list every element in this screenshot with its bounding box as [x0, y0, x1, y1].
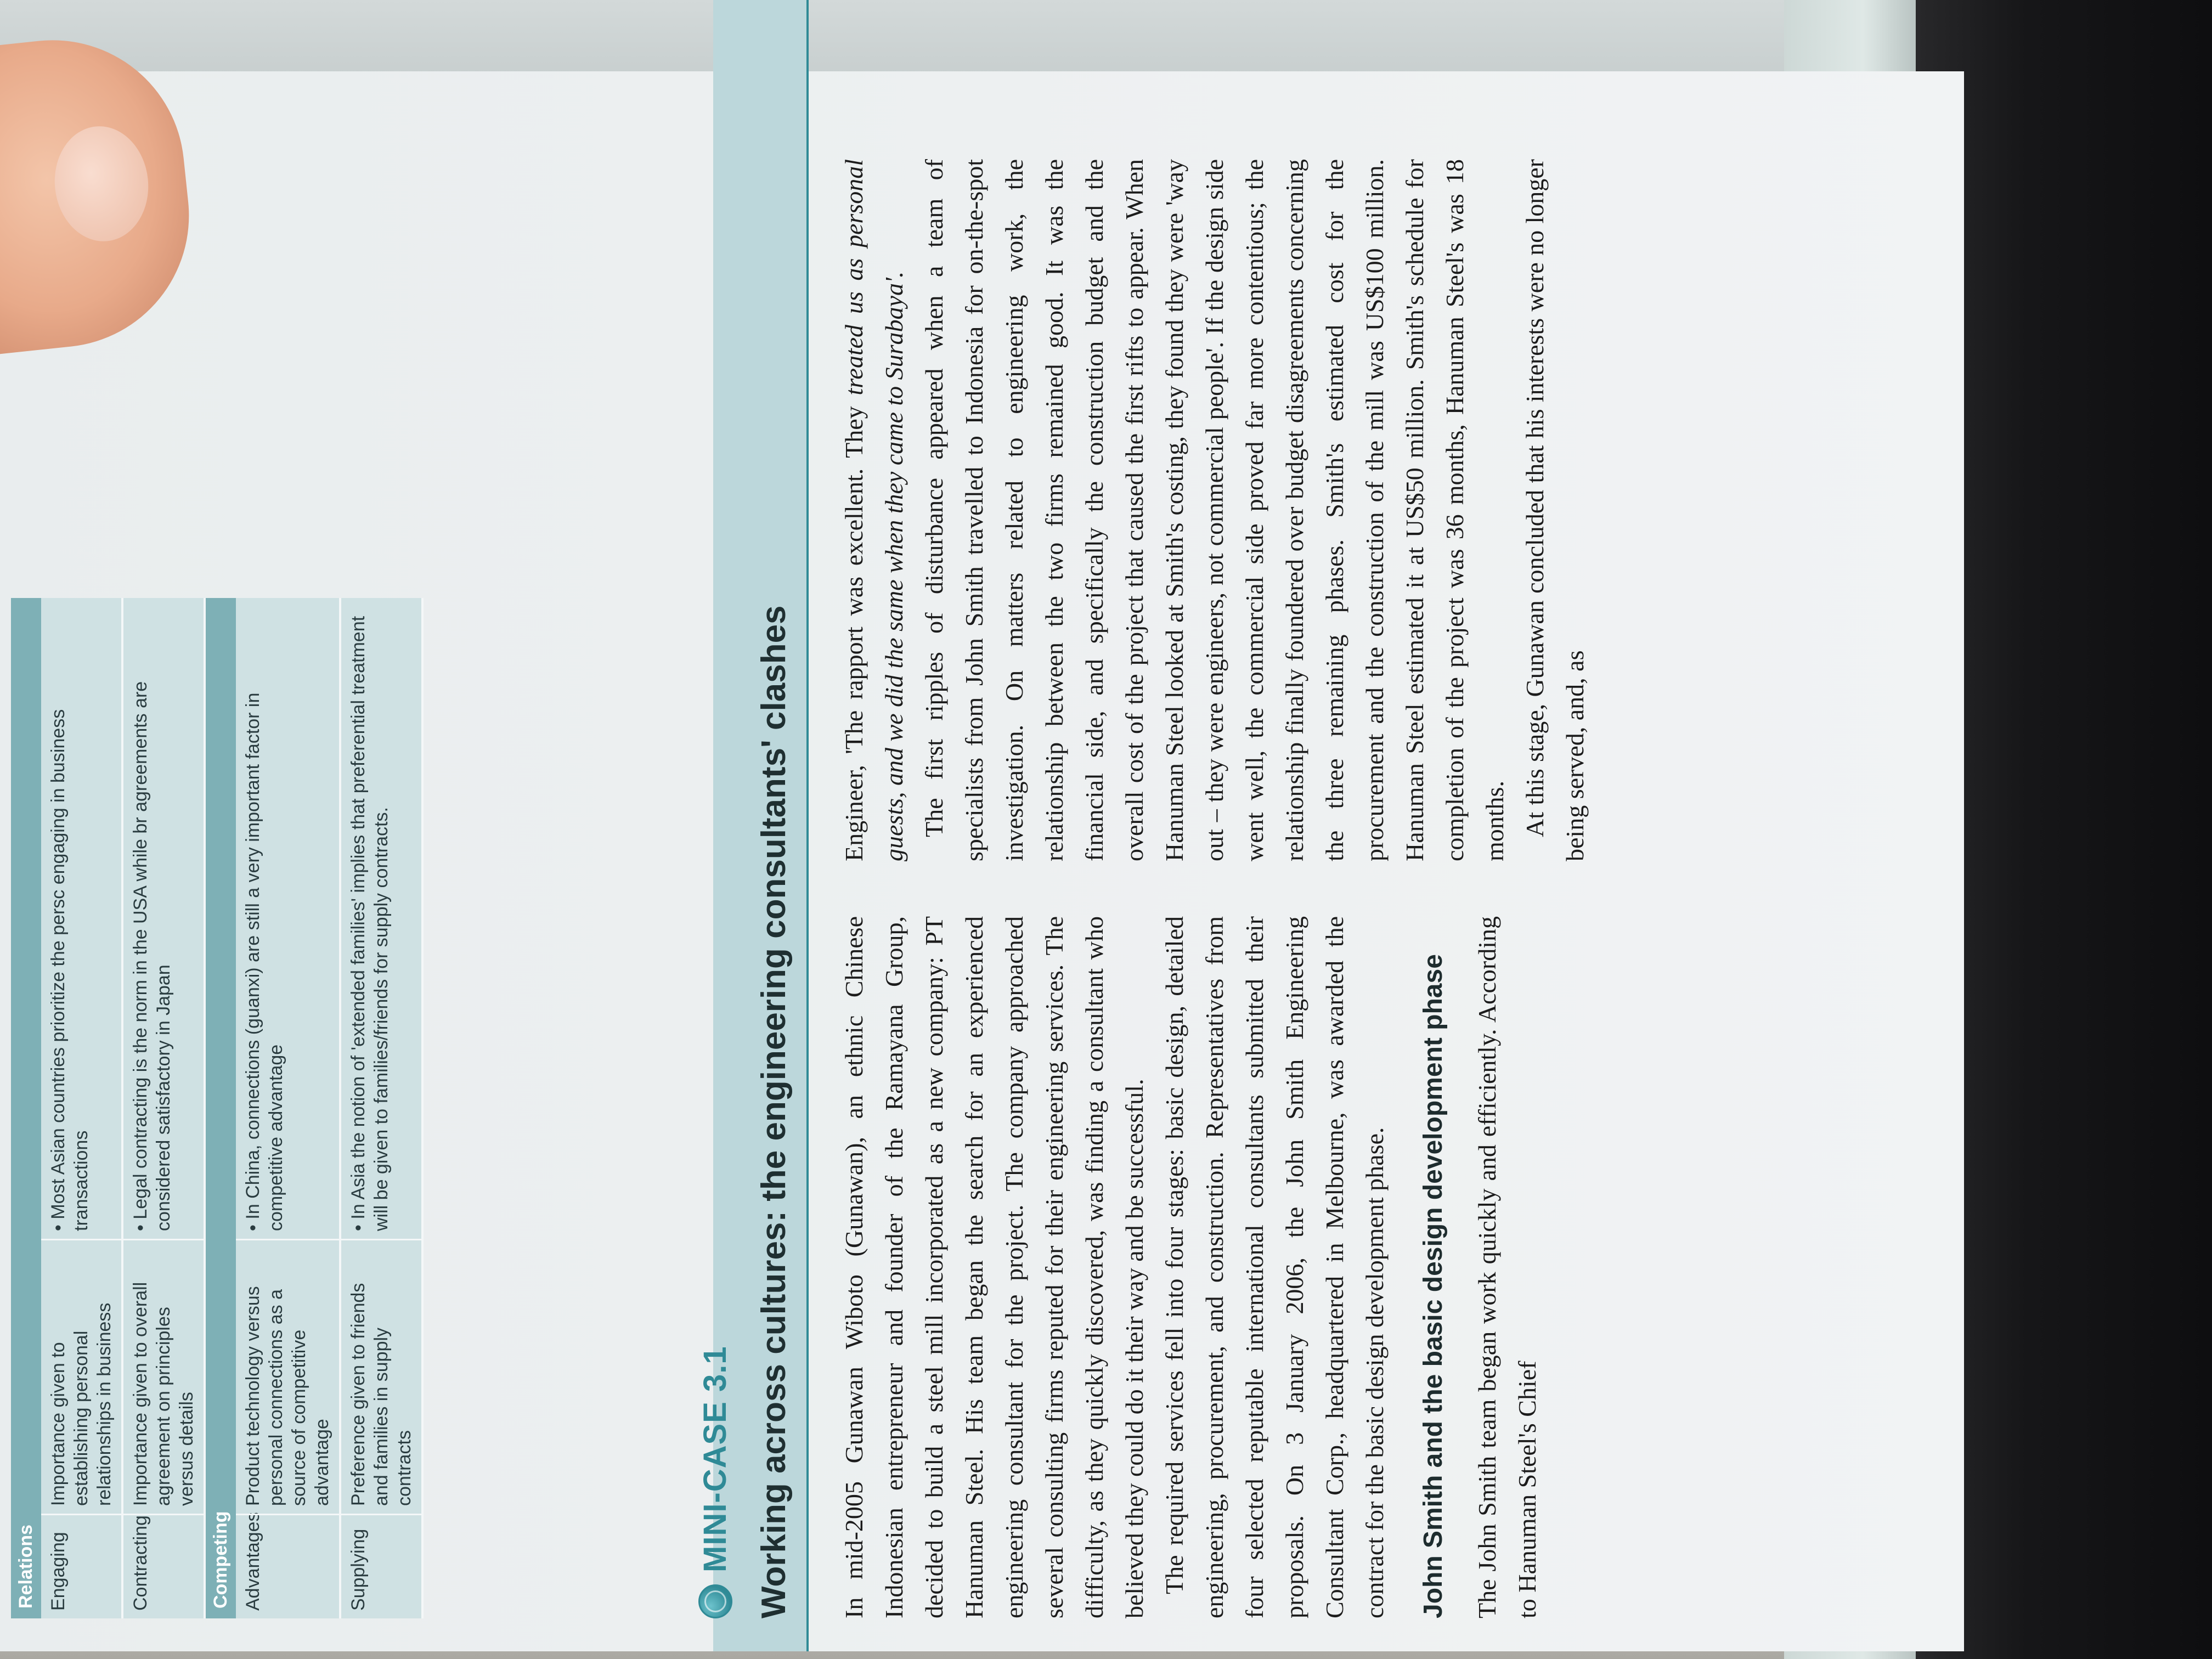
- quote-plain: Engineer, 'The rapport was excellent. They: [840, 406, 868, 861]
- globe-icon: [698, 1584, 732, 1618]
- row-note: • In China, connections (guanxi) are still a very important factor in competitive advantage: [236, 598, 339, 1240]
- row-note: • Most Asian countries prioritize the persc engaging in business transactions: [41, 598, 121, 1240]
- text-column-right: [834, 159, 1595, 861]
- row-label: Supplying: [348, 1528, 369, 1611]
- table-section-competing: Competing: [206, 598, 236, 1618]
- row-label: Engaging: [48, 1532, 69, 1611]
- row-label: Advantages: [242, 1512, 263, 1611]
- row-note: • In Asia the notion of 'extended families' implies that preferential treatment will be given to families/friends for supply contracts.: [341, 598, 421, 1240]
- row-dimension: Importance given to overall agreement on principles versus details: [123, 1240, 204, 1515]
- text-column-left: [834, 916, 1547, 1618]
- paragraph: The first ripples of disturbance appeared when a team of specialists from John Smith travelled to Indonesia for on-the-spot investigation. On matters related to engineering work, the relationship between the two firms remained good. It was the financial side, and specifically the construction budget and the overall cost of the project that caused the first rifts to appear. When Hanuman Steel looked at Smith's costing, they found they were 'way out – they were engineers, not commercial people'. If the design side went well, the commercial side proved far more contentious; the relationship finally foundered over budget disagreements concerning the three remaining phases. Smith's estimated cost for the procurement and the construction of the mill was US$100 million. Hanuman Steel estimated it at US$50 million. Smith's schedule for completion of the project was 36 months, Hanuman Steel's was 18 months.: [920, 159, 1509, 861]
- table-section-relations: Relations: [11, 598, 41, 1618]
- table-row: [341, 598, 424, 1618]
- paragraph: At this stage, Gunawan concluded that his interests were no longer being served, and, as: [1521, 159, 1589, 861]
- row-dimension: Product technology versus personal connections as a source of competitive advantage: [236, 1240, 339, 1515]
- row-dimension: Preference given to friends and families in supply contracts: [341, 1240, 421, 1515]
- paragraph: In mid-2005 Gunawan Wiboto (Gunawan), an ethnic Chinese Indonesian entrepreneur and founder of the Ramayana Group, decided to build a steel mill incorporated as a new company: PT Hanuman Steel. His team began the search for an experienced engineering consultant for the project. The company approached several consulting firms reputed for their engineering services. The difficulty, as they quickly discovered, was finding a consultant who believed they could do it their way and be successful.: [840, 916, 1148, 1618]
- row-label: Contracting: [130, 1515, 151, 1611]
- table-row: [123, 598, 206, 1618]
- mini-case-number: MINI-CASE 3.1: [697, 1346, 733, 1572]
- table-row: [236, 598, 341, 1618]
- book-page: [0, 71, 1964, 1651]
- row-dimension: Importance given to establishing personal relationships in business: [41, 1240, 121, 1515]
- paragraph: [834, 159, 914, 861]
- paragraph: The John Smith team began work quickly and efficiently. According to Hanuman Steel's Chief: [1473, 916, 1541, 1618]
- culture-table: [11, 598, 424, 1618]
- case-title: Working across cultures: the engineering consultants' clashes: [755, 605, 793, 1618]
- table-row: [41, 598, 123, 1618]
- row-note: • Legal contracting is the norm in the USA while br agreements are considered satisfactory in Japan: [123, 598, 204, 1240]
- section-heading: John Smith and the basic design development phase: [1419, 954, 1448, 1618]
- paragraph: The required services fell into four stages: basic design, detailed engineering, procurement, and construction. Representatives from four selected reputable international consultants submitted their proposals. On 3 January 2006, the John Smith Engineering Consultant Corp., headquartered in Melbourne, was awarded the contract for the basic design development phase.: [1160, 916, 1389, 1618]
- mini-case-label: [697, 1346, 733, 1618]
- quote-italic: treated us as personal guests, and we did the same when they came to Surabaya'.: [840, 159, 908, 861]
